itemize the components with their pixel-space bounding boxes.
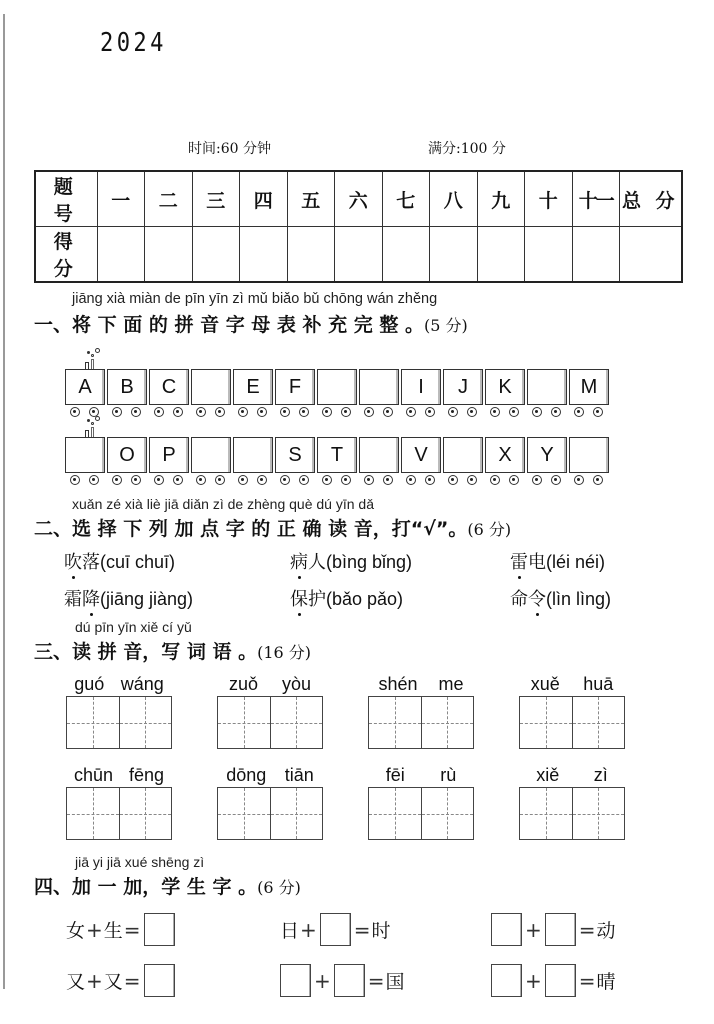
- wheel-icon: [448, 407, 458, 417]
- train-car[interactable]: [569, 437, 609, 485]
- header-cell: 总 分: [620, 171, 682, 227]
- header-cell: 二: [145, 171, 193, 227]
- wheel-icon: [574, 407, 584, 417]
- wheel-icon: [406, 475, 416, 485]
- header-cell: 三: [192, 171, 240, 227]
- header-cell: 八: [430, 171, 478, 227]
- tian-zi-cell[interactable]: [572, 788, 625, 839]
- word-char: 人: [308, 552, 326, 573]
- tian-zi-cell[interactable]: [369, 788, 421, 839]
- result-char: 国: [385, 971, 405, 993]
- q4-title: [34, 872, 301, 899]
- train-car: [317, 437, 357, 485]
- pinyin-syllable: xiě: [536, 765, 560, 785]
- word-char: 雷: [510, 552, 528, 573]
- wheel-icon: [196, 475, 206, 485]
- component-char: 女: [66, 920, 86, 942]
- q4-title-text: 四、加 一 加，学 生 字 。: [34, 876, 258, 898]
- wheel-icon: [551, 475, 561, 485]
- letter-blank[interactable]: [359, 369, 399, 405]
- train-car: [527, 437, 567, 485]
- tian-zi-cell[interactable]: [119, 697, 172, 748]
- equation: [280, 913, 391, 946]
- wheel-icon: [574, 475, 584, 485]
- wheel-icon: [532, 475, 542, 485]
- tian-zi-cell[interactable]: [421, 788, 474, 839]
- plus-sign: +: [525, 968, 542, 993]
- answer-box[interactable]: [545, 964, 576, 997]
- word-char: 护: [308, 589, 326, 610]
- pronunciation-options[interactable]: (lìn lìng): [546, 589, 612, 609]
- score-row-label: 得 分: [35, 227, 97, 283]
- score-cell[interactable]: [145, 227, 193, 283]
- train-car[interactable]: [317, 369, 357, 417]
- letter-label: T: [317, 437, 357, 473]
- train-car: [149, 437, 189, 485]
- alphabet-train-row-2: [65, 437, 609, 485]
- word-char: 落: [82, 552, 100, 573]
- result-char: 晴: [596, 971, 616, 993]
- tian-zi-cell[interactable]: [520, 788, 572, 839]
- pinyin-syllable: zì: [593, 765, 608, 785]
- pinyin-syllable: fēi: [385, 765, 405, 785]
- train-car: [233, 369, 273, 417]
- wheel-icon: [238, 407, 248, 417]
- wheel-icon: [322, 407, 332, 417]
- train-car: [569, 369, 609, 417]
- pinyin-syllable: chūn: [73, 765, 114, 785]
- word-char: 令: [528, 589, 546, 610]
- wheel-icon: [532, 407, 542, 417]
- q3-pinyin: dú pīn yīn xiě cí yǔ: [75, 619, 192, 635]
- wheel-icon: [154, 475, 164, 485]
- wheel-icon: [383, 407, 393, 417]
- wheel-icon: [257, 475, 267, 485]
- wheel-icon: [490, 407, 500, 417]
- wheel-icon: [467, 475, 477, 485]
- train-engine-car[interactable]: [65, 437, 105, 485]
- wheel-icon: [257, 407, 267, 417]
- wheel-icon: [490, 475, 500, 485]
- wheel-icon: [215, 475, 225, 485]
- q2-points: (6 分): [467, 520, 512, 539]
- choice-item[interactable]: [64, 548, 175, 574]
- letter-blank[interactable]: [443, 437, 483, 473]
- wheel-icon: [154, 407, 164, 417]
- pinyin-syllable: wáng: [120, 674, 164, 694]
- letter-label: P: [149, 437, 189, 473]
- pinyin-syllable: huā: [583, 674, 614, 694]
- letter-label: C: [149, 369, 189, 405]
- wheel-icon: [131, 407, 141, 417]
- score-table-header-row: [35, 171, 682, 227]
- word-char: 命: [510, 589, 528, 610]
- letter-label: M: [569, 369, 609, 405]
- letter-label: Y: [527, 437, 567, 473]
- page-margin-rule: [3, 14, 5, 989]
- wheel-icon: [112, 475, 122, 485]
- q2-pinyin: xuǎn zé xià liè jiā diǎn zì de zhèng què dú yīn dǎ: [72, 496, 374, 512]
- letter-label: J: [443, 369, 483, 405]
- answer-box[interactable]: [491, 913, 522, 946]
- result-char: 时: [371, 920, 391, 942]
- wheel-icon: [131, 475, 141, 485]
- letter-blank[interactable]: [527, 369, 567, 405]
- pronunciation-options[interactable]: (cuī chuī): [100, 552, 176, 572]
- letter-label: X: [485, 437, 525, 473]
- tian-zi-cell[interactable]: [270, 697, 323, 748]
- header-cell: 四: [240, 171, 288, 227]
- full-score: 满分:100 分: [428, 141, 506, 157]
- train-car[interactable]: [359, 369, 399, 417]
- component-char: 生: [103, 920, 123, 942]
- train-car[interactable]: [359, 437, 399, 485]
- wheel-icon: [467, 407, 477, 417]
- equals-sign: =: [367, 968, 385, 993]
- q4-pinyin: jiā yi jiā xué shēng zì: [75, 854, 205, 870]
- score-cell[interactable]: [572, 227, 620, 283]
- letter-blank[interactable]: [65, 437, 105, 473]
- score-table-score-row: [35, 227, 682, 283]
- score-cell[interactable]: [525, 227, 573, 283]
- component-char: 又: [103, 971, 123, 993]
- tian-zi-cell[interactable]: [218, 697, 270, 748]
- wheel-icon: [406, 407, 416, 417]
- choice-item[interactable]: [510, 585, 611, 611]
- wheel-icon: [551, 407, 561, 417]
- plus-sign: +: [86, 917, 103, 942]
- tian-zi-cell[interactable]: [270, 788, 323, 839]
- wheel-icon: [383, 475, 393, 485]
- wheel-icon: [364, 475, 374, 485]
- answer-box[interactable]: [144, 913, 175, 946]
- wheel-icon: [322, 475, 332, 485]
- letter-label: V: [401, 437, 441, 473]
- train-engine-car: [65, 369, 105, 417]
- wheel-icon: [341, 407, 351, 417]
- chimney-smoke-icon: [85, 351, 99, 369]
- pinyin-syllable: yòu: [281, 674, 312, 694]
- wheel-icon: [509, 475, 519, 485]
- letter-label: A: [65, 369, 105, 405]
- plus-sign: +: [314, 968, 331, 993]
- equation: [278, 964, 405, 997]
- pinyin-syllable: guó: [74, 674, 105, 694]
- q4-points: (6 分): [257, 878, 301, 897]
- score-cell[interactable]: [97, 227, 145, 283]
- train-car: [275, 369, 315, 417]
- letter-label: F: [275, 369, 315, 405]
- equals-sign: =: [578, 917, 596, 942]
- train-car: [275, 437, 315, 485]
- train-car: [401, 369, 441, 417]
- score-cell[interactable]: [430, 227, 478, 283]
- header-cell: 五: [287, 171, 335, 227]
- pronunciation-options[interactable]: (jiāng jiàng): [100, 589, 194, 609]
- q3-points: (16 分): [257, 643, 312, 662]
- wheel-icon: [299, 407, 309, 417]
- tian-zi-cell[interactable]: [369, 697, 421, 748]
- alphabet-train-row-1: [65, 369, 609, 417]
- header-cell: 六: [335, 171, 383, 227]
- score-cell-total[interactable]: [620, 227, 682, 283]
- letter-blank[interactable]: [317, 369, 357, 405]
- q3-title-text: 三、读 拼 音，写 词 语 。: [34, 641, 258, 663]
- word-char: 病: [290, 552, 308, 573]
- q1-points: (5 分): [424, 316, 468, 335]
- letter-blank[interactable]: [233, 437, 273, 473]
- tian-zi-cell[interactable]: [67, 697, 119, 748]
- equals-sign: =: [123, 917, 141, 942]
- word-char: 吹: [64, 552, 82, 573]
- score-table: [34, 170, 683, 283]
- pinyin-syllable: shén: [378, 674, 418, 694]
- wheel-icon: [509, 407, 519, 417]
- q3-title: [34, 637, 311, 664]
- word-char: 降: [82, 589, 100, 610]
- choice-item[interactable]: [64, 585, 193, 611]
- score-cell[interactable]: [335, 227, 383, 283]
- result-char: 动: [596, 920, 616, 942]
- wheel-icon: [448, 475, 458, 485]
- letter-label: B: [107, 369, 147, 405]
- wheel-icon: [593, 407, 603, 417]
- plus-sign: +: [525, 917, 542, 942]
- wheel-icon: [215, 407, 225, 417]
- train-car: [443, 369, 483, 417]
- wheel-icon: [593, 475, 603, 485]
- tian-zi-cell[interactable]: [218, 788, 270, 839]
- train-car[interactable]: [191, 437, 231, 485]
- train-car: [149, 369, 189, 417]
- wheel-icon: [425, 475, 435, 485]
- word-char: 电: [528, 552, 546, 573]
- component-char: 日: [280, 920, 300, 942]
- tian-zi-cell[interactable]: [520, 697, 572, 748]
- wheel-icon: [425, 407, 435, 417]
- tian-zi-cell[interactable]: [572, 697, 625, 748]
- letter-blank[interactable]: [569, 437, 609, 473]
- letter-label: O: [107, 437, 147, 473]
- equation: [66, 913, 177, 946]
- pronunciation-options[interactable]: (bǎo pǎo): [326, 589, 404, 609]
- train-car[interactable]: [443, 437, 483, 485]
- answer-box[interactable]: [280, 964, 311, 997]
- plus-sign: +: [300, 917, 317, 942]
- wheel-icon: [173, 475, 183, 485]
- wheel-icon: [70, 475, 80, 485]
- q2-title-text: 二、选 择 下 列 加 点 字 的 正 确 读 音，打“√”。: [34, 518, 468, 540]
- wheel-icon: [364, 407, 374, 417]
- answer-box[interactable]: [545, 913, 576, 946]
- header-cell: 七: [382, 171, 430, 227]
- pinyin-syllable: zuǒ: [228, 674, 259, 694]
- wheel-icon: [196, 407, 206, 417]
- wheel-icon: [280, 407, 290, 417]
- pinyin-syllable: dōng: [226, 765, 267, 785]
- wheel-icon: [299, 475, 309, 485]
- pinyin-syllable: me: [438, 674, 464, 694]
- answer-box[interactable]: [491, 964, 522, 997]
- train-car[interactable]: [191, 369, 231, 417]
- header-cell: 十: [525, 171, 573, 227]
- pinyin-syllable: rù: [440, 765, 457, 785]
- letter-label: S: [275, 437, 315, 473]
- score-cell[interactable]: [192, 227, 240, 283]
- wheel-icon: [173, 407, 183, 417]
- train-car: [485, 369, 525, 417]
- pinyin-syllable: xuě: [530, 674, 560, 694]
- pinyin-syllable: fēng: [128, 765, 165, 785]
- equals-sign: =: [578, 968, 596, 993]
- tian-zi-cell[interactable]: [67, 788, 119, 839]
- header-cell: 十一: [572, 171, 620, 227]
- pinyin-syllable: tiān: [284, 765, 314, 785]
- header-cell: 一: [97, 171, 145, 227]
- answer-box[interactable]: [144, 964, 175, 997]
- q2-title: [34, 514, 511, 541]
- wheel-icon: [89, 475, 99, 485]
- score-cell[interactable]: [477, 227, 525, 283]
- equation: [489, 964, 616, 997]
- chimney-smoke-icon: [85, 419, 99, 437]
- choice-item[interactable]: [290, 548, 412, 574]
- q1-title-text: 一、将 下 面 的 拼 音 字 母 表 补 充 完 整 。: [34, 314, 424, 336]
- equals-sign: =: [123, 968, 141, 993]
- equation: [489, 913, 616, 946]
- wheel-icon: [112, 407, 122, 417]
- score-cell[interactable]: [287, 227, 335, 283]
- letter-label: I: [401, 369, 441, 405]
- tian-zi-cell[interactable]: [421, 697, 474, 748]
- train-car: [107, 437, 147, 485]
- wheel-icon: [70, 407, 80, 417]
- pronunciation-options[interactable]: (bìng bǐng): [326, 552, 413, 572]
- plus-sign: +: [86, 968, 103, 993]
- answer-box[interactable]: [320, 913, 351, 946]
- header-cell: 题 号: [35, 171, 97, 227]
- train-car: [401, 437, 441, 485]
- exam-year: 2024: [100, 28, 167, 58]
- wheel-icon: [341, 475, 351, 485]
- choice-item[interactable]: [290, 585, 403, 611]
- pronunciation-options[interactable]: (léi néi): [546, 552, 606, 572]
- exam-time: 时间:60 分钟: [188, 141, 271, 157]
- q1-pinyin: jiāng xià miàn de pīn yīn zì mǔ biǎo bǔ chōng wán zhěng: [72, 291, 438, 307]
- equals-sign: =: [353, 917, 371, 942]
- letter-blank[interactable]: [191, 369, 231, 405]
- letter-label: E: [233, 369, 273, 405]
- train-car[interactable]: [233, 437, 273, 485]
- answer-box[interactable]: [334, 964, 365, 997]
- component-char: 又: [66, 971, 86, 993]
- q1-title: [34, 310, 468, 337]
- letter-blank[interactable]: [359, 437, 399, 473]
- word-char: 保: [290, 589, 308, 610]
- score-cell[interactable]: [382, 227, 430, 283]
- wheel-icon: [238, 475, 248, 485]
- tian-zi-cell[interactable]: [119, 788, 172, 839]
- letter-label: K: [485, 369, 525, 405]
- equation: [66, 964, 177, 997]
- train-car: [107, 369, 147, 417]
- word-char: 霜: [64, 589, 82, 610]
- choice-item[interactable]: [510, 548, 605, 574]
- score-cell[interactable]: [240, 227, 288, 283]
- train-car[interactable]: [527, 369, 567, 417]
- header-cell: 九: [477, 171, 525, 227]
- wheel-icon: [280, 475, 290, 485]
- train-car: [485, 437, 525, 485]
- letter-blank[interactable]: [191, 437, 231, 473]
